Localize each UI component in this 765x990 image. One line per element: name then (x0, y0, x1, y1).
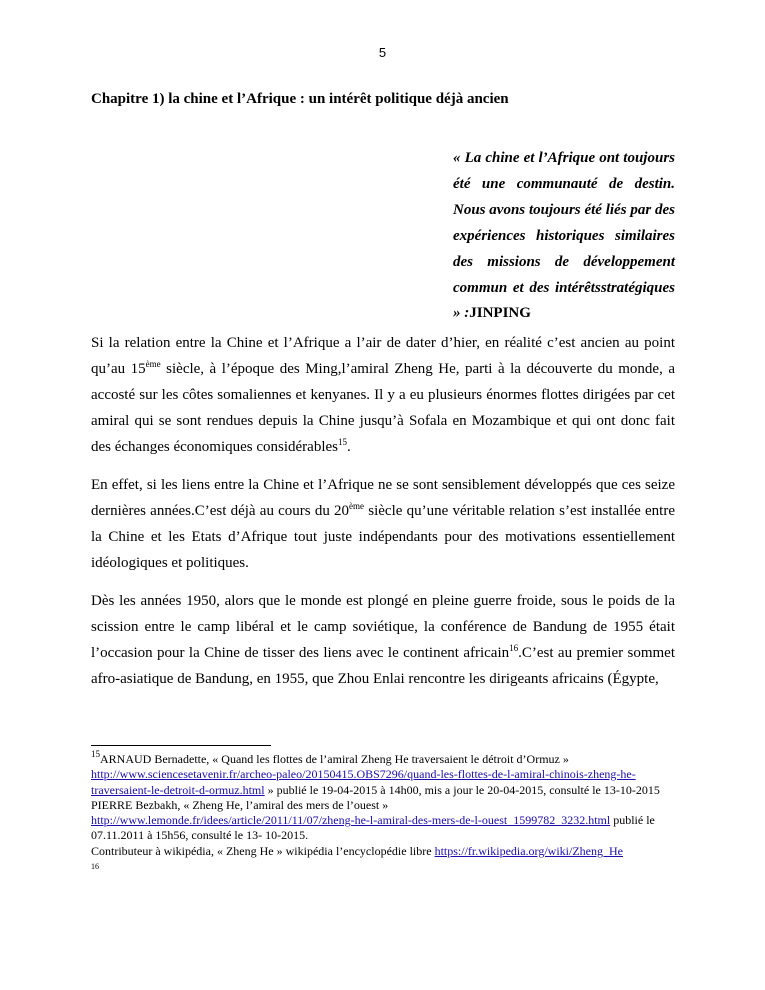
paragraph-1-text-c: . (347, 439, 351, 455)
footnote-link-sciencesetavenir[interactable]: http://www.sciencesetavenir.fr/archeo-paleo/20150415.OBS7296/quand-les-flottes-de-l-amiral-chinois-zheng-he-traversaient-le-detroit-d-ormuz.html (91, 767, 636, 797)
paragraph-2 (91, 472, 675, 576)
footnote-divider (91, 745, 271, 746)
chapter-title: Chapitre 1) la chine et l’Afrique : un intérêt politique déjà ancien (91, 91, 509, 107)
superscript: ème (145, 359, 161, 369)
page-number: 5 (378, 45, 387, 60)
footnote-16-number: 16 (91, 862, 99, 872)
footnote-text: publié le 07.11.2011 à 15h56, consulté le 13- 10-2015. (91, 813, 655, 843)
footnote-15-lemonde (91, 798, 675, 844)
footnote-link-wikipedia[interactable]: https://fr.wikipedia.org/wiki/Zheng_He (434, 843, 623, 858)
paragraph-1-text-a: Si la relation entre la Chine et l’Afrique a l’air de dater d’hier, en réalité c’est ancien au point qu’au 15 (91, 335, 675, 377)
footnote-text: ARNAUD Bernadette, « Quand les flottes de l’amiral Zheng He traversaient le détroit d’Ormuz » (100, 752, 569, 766)
paragraph-3-text-b: .C’est au premier sommet afro-asiatique de Bandung, en 1955, que Zhou Enlai rencontre les dirigeants africains (Égypte, (91, 645, 675, 687)
epigraph-text: « La chine et l’Afrique ont toujours été une communauté de destin. Nous avons toujours été liés par des expériences historiques similaires des missions de développement commun et des intérêtsstratégiques » : (453, 150, 675, 322)
footnote-text: Contributeur à wikipédia, « Zheng He » wikipédia l’encyclopédie libre (91, 843, 435, 858)
superscript: ème (349, 501, 365, 511)
epigraph-author: JINPING (469, 305, 531, 322)
footnote-text: » publié le 19-04-2015 à 14h00, mis a jour le 20-04-2015, consulté le 13-10-2015 (264, 782, 660, 797)
body-text (91, 330, 675, 704)
paragraph-2-text-a: En effet, si les liens entre la Chine et l’Afrique ne se sont sensiblement développés que ces seize dernières années.C’est déjà au cours du 20 (91, 477, 675, 519)
footnote-ref-16[interactable]: 16 (509, 643, 519, 653)
paragraph-2-text-b: siècle qu’une véritable relation s’est installée entre la Chine et les Etats d’Afrique tout juste indépendants pour des motivations essentiellement idéologiques et politiques. (91, 503, 675, 571)
footnote-number: 15 (91, 749, 100, 759)
footnote-15 (91, 749, 675, 798)
paragraph-3 (91, 588, 675, 692)
paragraph-1 (91, 330, 675, 460)
footnote-ref-15[interactable]: 15 (338, 437, 347, 447)
footnote-link-lemonde[interactable]: http://www.lemonde.fr/idees/article/2011/11/07/zheng-he-l-amiral-des-mers-de-l-ouest_1599782_3232.html (91, 813, 611, 828)
paragraph-3-text-a: Dès les années 1950, alors que le monde est plongé en pleine guerre froide, sous le poids de la scission entre le camp libéral et le camp soviétique, la conférence de Bandung de 1955 était l’occasion pour la Chine de tisser des liens avec le continent africain (91, 593, 675, 661)
paragraph-1-text-b: siècle, à l’époque des Ming,l’amiral Zheng He, parti à la découverte du monde, a accosté sur les côtes somaliennes et kenyanes. Il y a eu plusieurs énormes flottes dirigées par cet amiral qui se sont rendues depuis la Chine jusqu’à Sofala en Mozambique et qui ont donc fait des échanges économiques considérables (91, 361, 675, 455)
footnote-text: PIERRE Bezbakh, « Zheng He, l’amiral des mers de l’ouest » (91, 797, 389, 812)
epigraph-quote (453, 146, 675, 327)
footnote-15-wikipedia (91, 844, 675, 859)
footnotes (91, 749, 675, 874)
